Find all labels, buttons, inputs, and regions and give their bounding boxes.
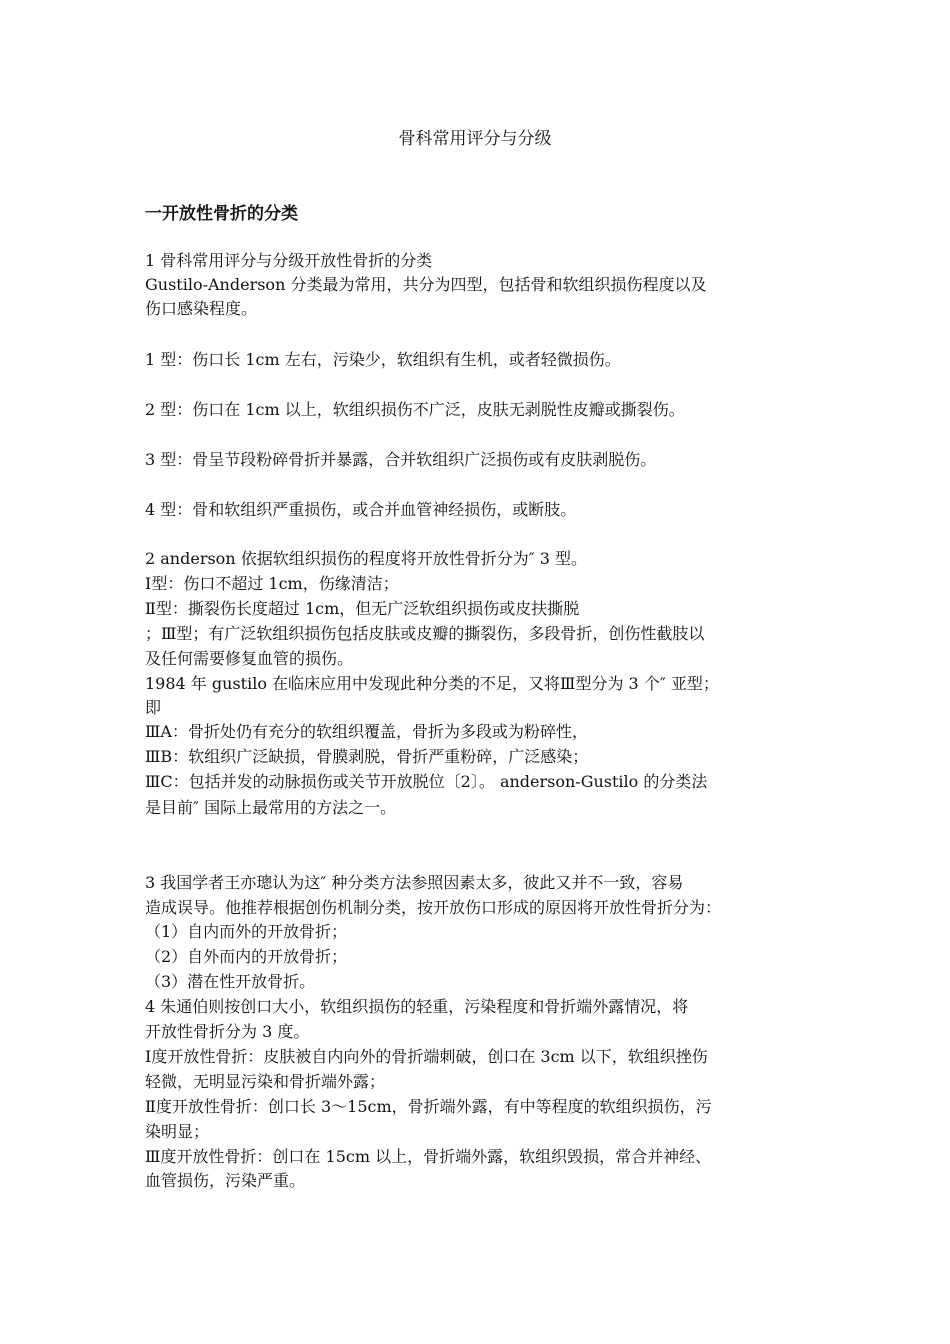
paragraph-line: 3 我国学者王亦璁认为这″ 种分类方法参照因素太多，彼此又并不一致，容易 [145,873,684,892]
paragraph-line: ；Ⅲ型；有广泛软组织损伤包括皮肤或皮瓣的撕裂伤，多段骨折，创伤性截肢以 [145,624,705,643]
document-title: 骨科常用评分与分级 [398,129,552,149]
paragraph-line: （3）潜在性开放骨折。 [145,972,316,991]
paragraph-line: 2 anderson 依据软组织损伤的程度将开放性骨折分为″ 3 型。 [145,549,588,568]
paragraph-line: Ⅰ型：伤口不超过 1cm，伤缘清洁； [145,574,399,593]
paragraph-line: Gustilo-Anderson 分类最为常用，共分为四型，包括骨和软组织损伤程度以及 [145,275,707,294]
paragraph-line: Ⅱ型：撕裂伤长度超过 1cm，但无广泛软组织损伤或皮扶撕脱 [145,599,580,618]
section-heading: 一开放性骨折的分类 [145,204,298,224]
paragraph-line: （1）自内而外的开放骨折； [145,922,348,941]
paragraph-line: 染明显； [145,1122,210,1141]
paragraph-line: 1 骨科常用评分与分级开放性骨折的分类 [145,251,433,270]
paragraph-line: 及任何需要修复血管的损伤。 [145,649,354,668]
paragraph-line: ⅢC：包括并发的动脉损伤或关节开放脱位〔2〕。 anderson-Gustilo 的分类法 [145,772,708,791]
paragraph-line: 造成误导。他推荐根据创伤机制分类，按开放伤口形成的原因将开放性骨折分为： [145,898,722,917]
paragraph-line: 2 型：伤口在 1cm 以上，软组织损伤不广泛，皮肤无剥脱性皮瓣或撕裂伤。 [145,400,685,419]
paragraph-line: 4 朱通伯则按创口大小，软组织损伤的轻重，污染程度和骨折端外露情况，将 [145,997,689,1016]
paragraph-line: 开放性骨折分为 3 度。 [145,1022,310,1041]
paragraph-line: 即 [145,698,162,717]
paragraph-line: ⅢA：骨折处仍有充分的软组织覆盖，骨折为多段或为粉碎性， [145,722,588,741]
paragraph-line: 3 型：骨呈节段粉碎骨折并暴露，合并软组织广泛损伤或有皮肤剥脱伤。 [145,450,657,469]
paragraph-line: ⅢB：软组织广泛缺损，骨膜剥脱，骨折严重粉碎，广泛感染； [145,747,589,766]
paragraph-line: （2）自外而内的开放骨折； [145,947,348,966]
paragraph-line: 轻微，无明显污染和骨折端外露； [145,1072,386,1091]
paragraph-line: Ⅱ度开放性骨折：创口长 3～15cm，骨折端外露，有中等程度的软组织损伤，污 [145,1097,712,1116]
paragraph-line: 1 型：伤口长 1cm 左右，污染少，软组织有生机，或者轻微损伤。 [145,350,621,369]
paragraph-line: 伤口感染程度。 [145,299,258,318]
paragraph-line: 是目前″ 国际上最常用的方法之一。 [145,798,397,817]
paragraph-line: 血管损伤，污染严重。 [145,1171,306,1190]
paragraph-line: 4 型：骨和软组织严重损伤，或合并血管神经损伤，或断肢。 [145,500,577,519]
paragraph-line: Ⅲ度开放性骨折：创口在 15cm 以上，骨折端外露，软组织毁损，常合并神经、 [145,1147,712,1166]
paragraph-line: 1984 年 gustilo 在临床应用中发现此种分类的不足，又将Ⅲ型分为 3 个″ 亚型； [145,674,719,693]
paragraph-line: Ⅰ度开放性骨折：皮肤被自内向外的骨折端刺破，创口在 3cm 以下，软组织挫伤 [145,1047,708,1066]
